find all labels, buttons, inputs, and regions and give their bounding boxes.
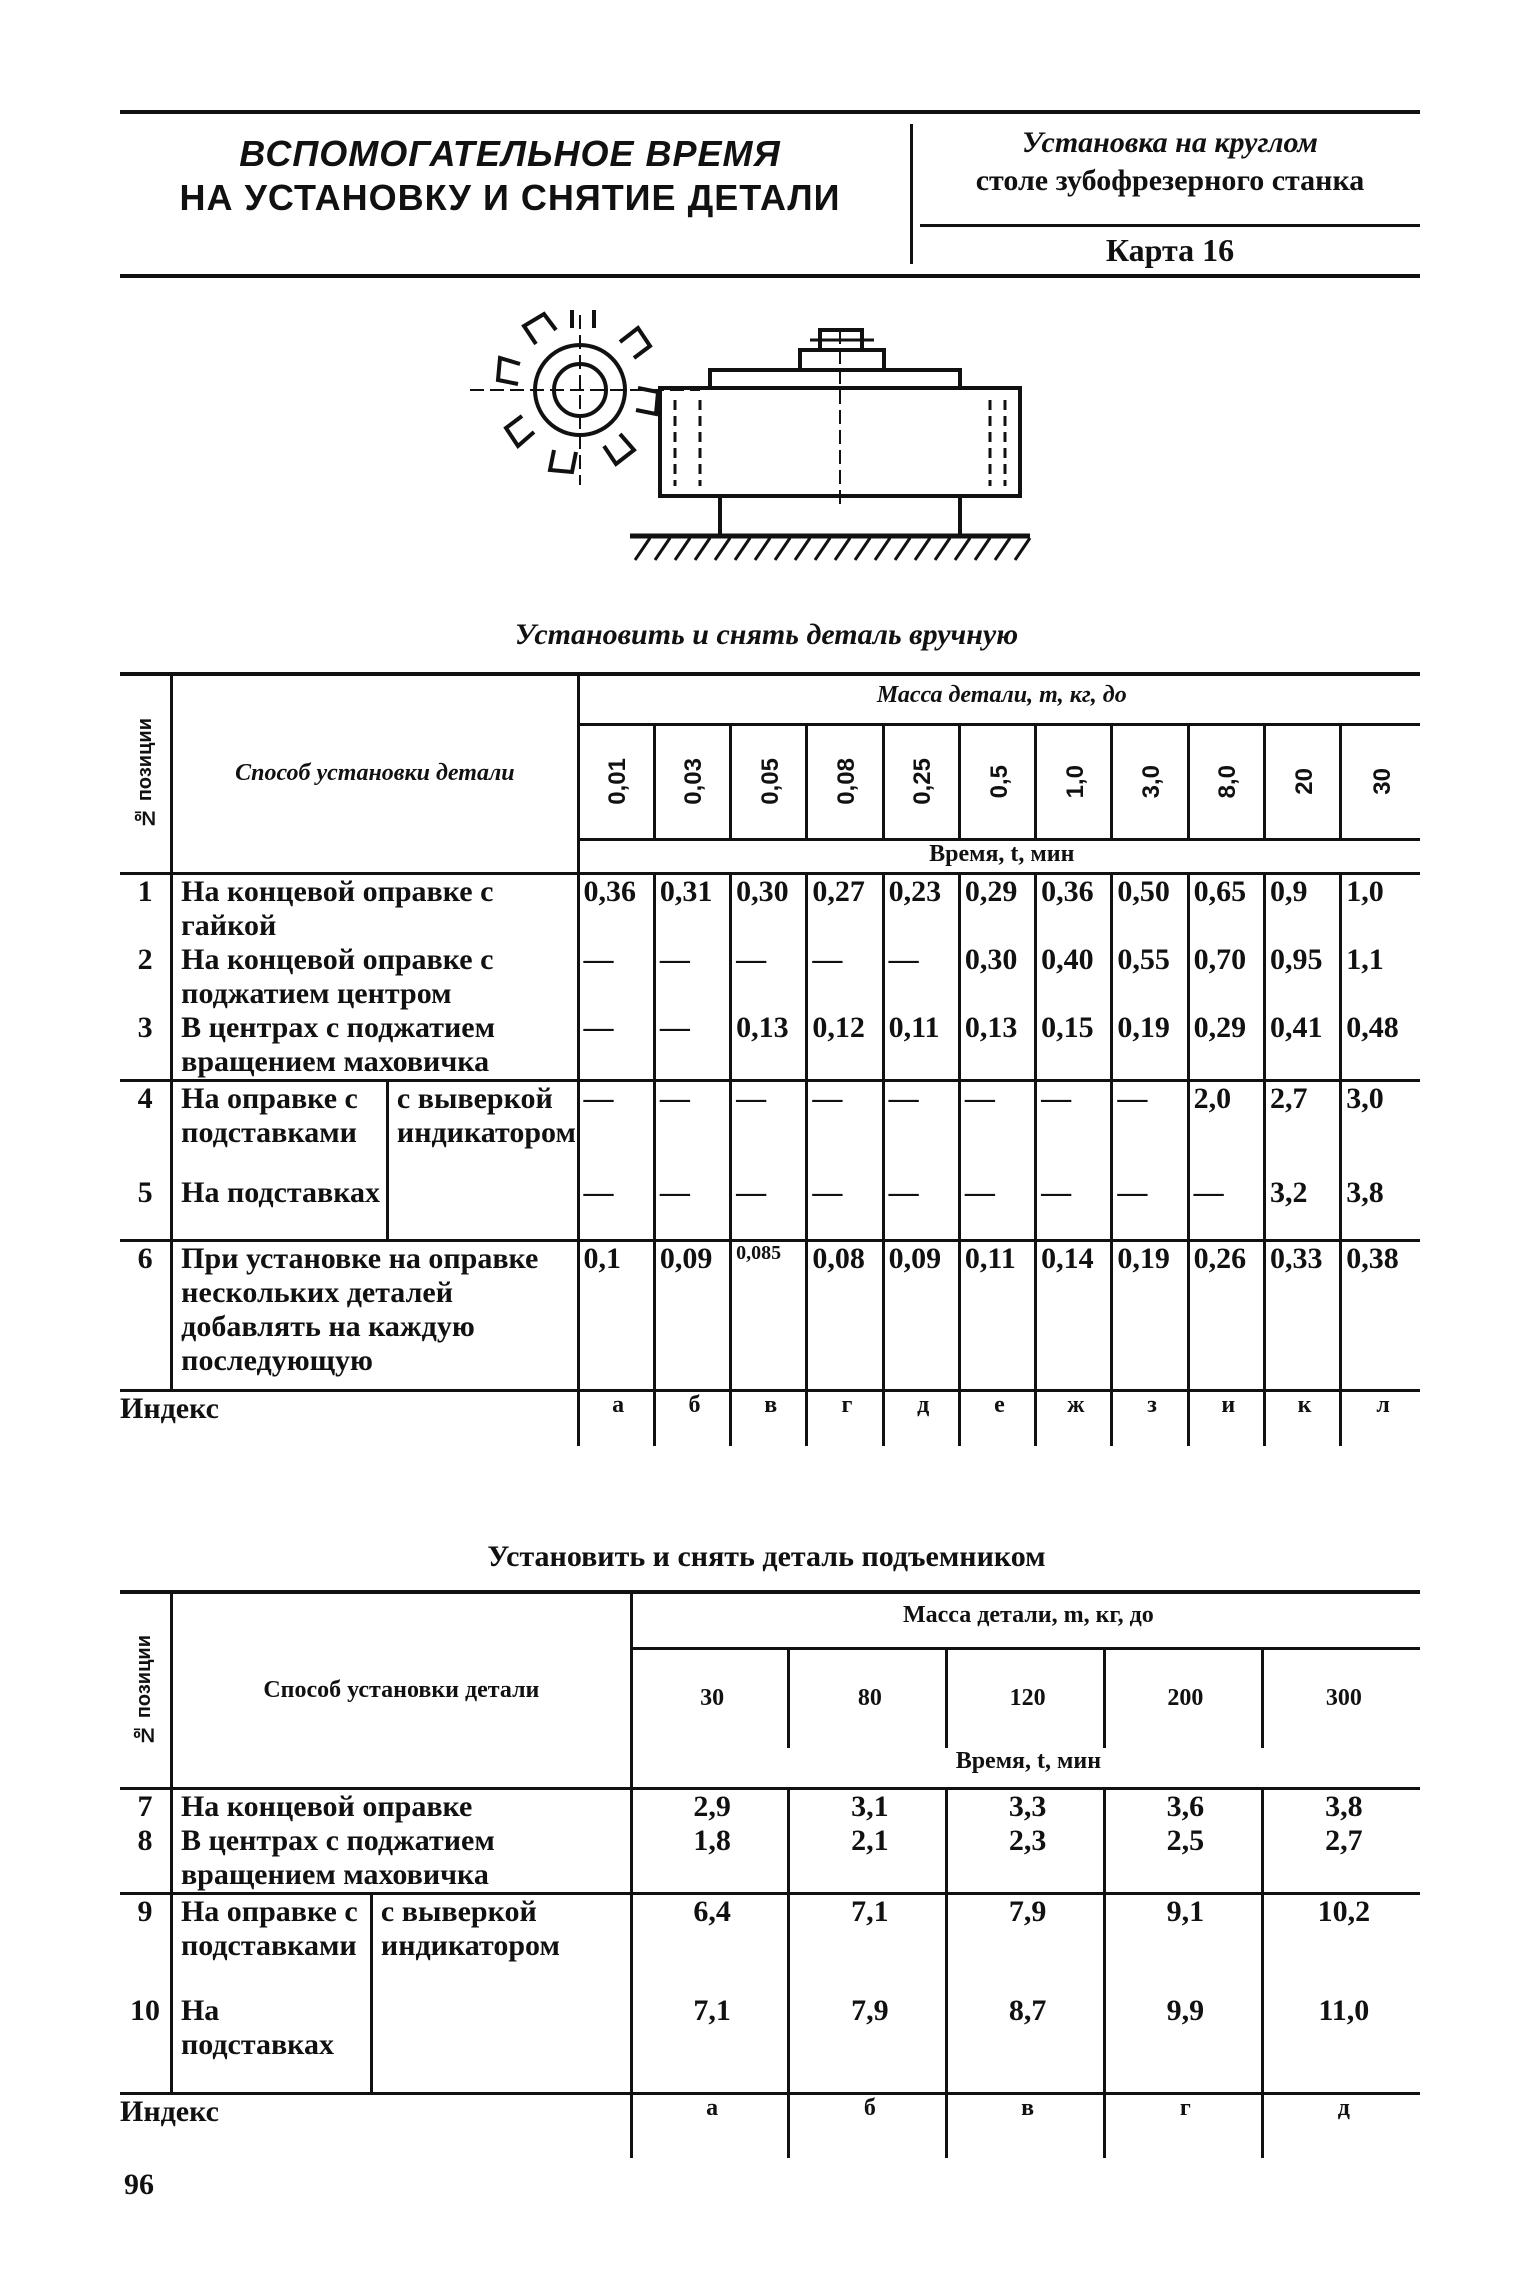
value-cell: 0,36 <box>578 873 654 943</box>
t1-pos-header: № позиции <box>133 718 156 830</box>
value-cell: 0,09 <box>654 1240 730 1390</box>
index-cell: а <box>631 2094 789 2158</box>
shared-method: с выверкой индикатором <box>380 1895 560 1962</box>
t1-mass-cell <box>654 724 730 839</box>
value-cell: 0,27 <box>807 873 883 943</box>
value-cell: — <box>654 943 730 1011</box>
value-cell: 0,12 <box>807 1011 883 1081</box>
t2-mass-value: 200 <box>1104 1648 1262 1748</box>
header-subtitle <box>920 124 1420 200</box>
table2 <box>120 1590 1420 2158</box>
value-cell: 1,1 <box>1341 943 1420 1011</box>
row-position: 2 <box>120 943 172 1011</box>
value-cell: 0,9 <box>1264 873 1340 943</box>
t1-mass-value: 0,05 <box>756 758 784 805</box>
value-cell: 7,1 <box>631 1994 789 2094</box>
value-cell: 2,7 <box>1262 1824 1420 1894</box>
value-cell: — <box>731 943 807 1011</box>
value-cell: 3,8 <box>1341 1176 1420 1240</box>
value-cell: 9,9 <box>1104 1994 1262 2094</box>
value-cell: 0,19 <box>1112 1011 1188 1081</box>
header <box>120 110 1420 278</box>
t2-method-header: Способ установки детали <box>171 1592 631 1788</box>
value-cell: 6,4 <box>631 1894 789 1994</box>
index-row <box>120 2094 1420 2158</box>
value-cell: — <box>731 1080 807 1176</box>
row-method: При установке на оправке нескольких деталей добавлять на каждую последующую <box>181 1241 539 1377</box>
table-row <box>120 873 1420 943</box>
index-cell: д <box>1262 2094 1420 2158</box>
t1-mass-value: 30 <box>1369 768 1397 795</box>
row-method: На подставках <box>172 1176 388 1240</box>
value-cell: — <box>1112 1080 1188 1176</box>
t1-mass-cell <box>807 724 883 839</box>
t1-mass-cell <box>959 724 1035 839</box>
t1-mass-cell <box>1036 724 1112 839</box>
value-cell: 0,085 <box>731 1240 807 1390</box>
value-cell: 0,11 <box>959 1240 1035 1390</box>
t1-mass-cell <box>883 724 959 839</box>
value-cell: 0,48 <box>1341 1011 1420 1081</box>
value-cell: 3,6 <box>1104 1788 1262 1824</box>
value-cell: 0,30 <box>959 943 1035 1011</box>
value-cell: — <box>1036 1176 1112 1240</box>
value-cell: 0,11 <box>883 1011 959 1081</box>
value-cell: — <box>578 1011 654 1081</box>
t1-mass-cell <box>1341 724 1420 839</box>
table2-title: Установить и снять деталь подъемником <box>487 1540 1046 1573</box>
t1-mass-value: 8,0 <box>1214 764 1242 799</box>
value-cell: 0,40 <box>1036 943 1112 1011</box>
row-method: На подставках <box>171 1994 371 2094</box>
value-cell: 0,36 <box>1036 873 1112 943</box>
value-cell: — <box>578 1176 654 1240</box>
index-cell: г <box>807 1390 883 1446</box>
index-cell: д <box>883 1390 959 1446</box>
card-divider <box>920 224 1420 227</box>
index-cell: л <box>1341 1390 1420 1446</box>
table-row <box>120 1080 1420 1176</box>
t1-mass-value: 0,01 <box>604 758 632 805</box>
t1-mass-value: 3,0 <box>1138 764 1166 799</box>
index-cell: ж <box>1036 1390 1112 1446</box>
value-cell: 7,9 <box>789 1994 947 2094</box>
index-label: Индекс <box>120 1391 219 1425</box>
header-divider <box>910 124 913 264</box>
value-cell: 0,23 <box>883 873 959 943</box>
index-row <box>120 1390 1420 1446</box>
value-cell: — <box>807 943 883 1011</box>
t1-mass-value: 0,08 <box>832 758 860 805</box>
shared-method: с выверкой индикатором <box>396 1081 576 1149</box>
t2-mass-value: 120 <box>947 1648 1105 1748</box>
value-cell: 2,1 <box>789 1824 947 1894</box>
t1-mass-value: 0,25 <box>909 758 937 805</box>
row-method: На оправке с подставками <box>171 1894 371 1994</box>
value-cell: 3,1 <box>789 1788 947 1824</box>
value-cell: — <box>807 1080 883 1176</box>
t1-mass-header: Масса детали, m, кг, до <box>578 674 1420 724</box>
row-position: 6 <box>120 1240 172 1390</box>
value-cell: 2,3 <box>947 1824 1105 1894</box>
value-cell: — <box>578 1080 654 1176</box>
table-row <box>120 1011 1420 1081</box>
value-cell: 8,7 <box>947 1994 1105 2094</box>
value-cell: 0,50 <box>1112 873 1188 943</box>
value-cell: 9,1 <box>1104 1894 1262 1994</box>
value-cell: — <box>883 943 959 1011</box>
row-position: 7 <box>120 1788 171 1824</box>
value-cell: 2,0 <box>1188 1080 1264 1176</box>
value-cell: 0,09 <box>883 1240 959 1390</box>
value-cell: 0,38 <box>1341 1240 1420 1390</box>
index-cell: е <box>959 1390 1035 1446</box>
table-row <box>120 1824 1420 1894</box>
index-cell: з <box>1112 1390 1188 1446</box>
index-label: Индекс <box>120 2095 219 2128</box>
t2-time-header: Время, t, мин <box>631 1748 1420 1788</box>
value-cell: 0,15 <box>1036 1011 1112 1081</box>
row-position: 1 <box>120 873 172 943</box>
row-position: 8 <box>120 1824 171 1894</box>
row-method: На концевой оправке с гайкой <box>181 874 494 942</box>
value-cell: 0,95 <box>1264 943 1340 1011</box>
row-position: 4 <box>120 1080 172 1176</box>
t1-mass-cell <box>1264 724 1340 839</box>
row-position: 9 <box>120 1894 171 1994</box>
header-title <box>120 132 900 220</box>
value-cell: 0,55 <box>1112 943 1188 1011</box>
t1-mass-value: 0,03 <box>680 758 708 805</box>
t1-mass-value: 1,0 <box>1061 764 1089 799</box>
row-position: 5 <box>120 1176 172 1240</box>
value-cell: 0,26 <box>1188 1240 1264 1390</box>
index-cell: а <box>578 1390 654 1446</box>
value-cell: 0,70 <box>1188 943 1264 1011</box>
index-cell: г <box>1104 2094 1262 2158</box>
table-row <box>120 1994 1420 2094</box>
table-row <box>120 1176 1420 1240</box>
index-cell: б <box>654 1390 730 1446</box>
row-method: На концевой оправке с поджатием центром <box>181 942 494 1010</box>
t1-time-header: Время, t, мин <box>578 839 1420 873</box>
t2-mass-header: Масса детали, m, кг, до <box>631 1592 1420 1648</box>
value-cell: 0,29 <box>959 873 1035 943</box>
value-cell: 7,9 <box>947 1894 1105 1994</box>
value-cell: — <box>654 1080 730 1176</box>
t2-mass-value: 80 <box>789 1648 947 1748</box>
t2-mass-value: 300 <box>1262 1648 1420 1748</box>
value-cell: 7,1 <box>789 1894 947 1994</box>
value-cell: — <box>654 1176 730 1240</box>
value-cell: — <box>578 943 654 1011</box>
t1-mass-cell <box>1112 724 1188 839</box>
t2-mass-value: 30 <box>631 1648 789 1748</box>
value-cell: 0,29 <box>1188 1011 1264 1081</box>
value-cell: 3,8 <box>1262 1788 1420 1824</box>
value-cell: 2,9 <box>631 1788 789 1824</box>
value-cell: 11,0 <box>1262 1994 1420 2094</box>
value-cell: 3,0 <box>1341 1080 1420 1176</box>
value-cell: — <box>731 1176 807 1240</box>
value-cell: 0,1 <box>578 1240 654 1390</box>
setup-diagram <box>470 310 1070 570</box>
value-cell: 2,7 <box>1264 1080 1340 1176</box>
value-cell: 0,41 <box>1264 1011 1340 1081</box>
t1-method-header: Способ установки детали <box>172 674 578 873</box>
index-cell: б <box>789 2094 947 2158</box>
table-row <box>120 1240 1420 1390</box>
index-cell: в <box>731 1390 807 1446</box>
page-number: 96 <box>124 2168 154 2201</box>
card-number: Карта 16 <box>1105 232 1235 268</box>
title-line2: НА УСТАНОВКУ И СНЯТИЕ ДЕТАЛИ <box>179 177 841 218</box>
table-row <box>120 943 1420 1011</box>
subtitle-line2: столе зубофрезерного станка <box>975 164 1365 197</box>
t1-mass-cell <box>731 724 807 839</box>
value-cell: — <box>883 1176 959 1240</box>
value-cell: 1,0 <box>1341 873 1420 943</box>
value-cell: 10,2 <box>1262 1894 1420 1994</box>
t1-mass-cell <box>1188 724 1264 839</box>
value-cell: 0,13 <box>731 1011 807 1081</box>
table1 <box>120 672 1420 1446</box>
value-cell: 3,3 <box>947 1788 1105 1824</box>
value-cell: 0,19 <box>1112 1240 1188 1390</box>
value-cell: — <box>1188 1176 1264 1240</box>
value-cell: — <box>807 1176 883 1240</box>
value-cell: 0,14 <box>1036 1240 1112 1390</box>
value-cell: 3,2 <box>1264 1176 1340 1240</box>
table-row <box>120 1894 1420 1994</box>
subtitle-line1: Установка на круглом <box>1022 126 1318 159</box>
value-cell: — <box>1036 1080 1112 1176</box>
t1-mass-value: 0,5 <box>985 764 1013 799</box>
value-cell: 0,08 <box>807 1240 883 1390</box>
value-cell: — <box>959 1176 1035 1240</box>
value-cell: 0,30 <box>731 873 807 943</box>
row-method: На оправке с подставками <box>172 1080 388 1176</box>
value-cell: — <box>654 1011 730 1081</box>
row-method: В центрах с поджатием вращением маховичка <box>180 1824 495 1891</box>
value-cell: 1,8 <box>631 1824 789 1894</box>
t2-pos-header: № позиции <box>133 1634 156 1746</box>
index-cell: и <box>1188 1390 1264 1446</box>
value-cell: 0,33 <box>1264 1240 1340 1390</box>
value-cell: — <box>1112 1176 1188 1240</box>
row-position: 3 <box>120 1011 172 1081</box>
row-position: 10 <box>120 1994 171 2094</box>
t1-mass-value: 20 <box>1290 768 1318 795</box>
t1-mass-cell <box>578 724 654 839</box>
hob-cutter-icon <box>470 310 700 485</box>
value-cell: 2,5 <box>1104 1824 1262 1894</box>
row-method: На концевой оправке <box>180 1789 473 1823</box>
row-method: В центрах с поджатием вращением маховичка <box>181 1010 496 1078</box>
table-row <box>120 1788 1420 1824</box>
value-cell: 0,65 <box>1188 873 1264 943</box>
title-line1: ВСПОМОГАТЕЛЬНОЕ ВРЕМЯ <box>239 133 781 174</box>
value-cell: 0,13 <box>959 1011 1035 1081</box>
index-cell: к <box>1264 1390 1340 1446</box>
index-cell: в <box>947 2094 1105 2158</box>
value-cell: — <box>883 1080 959 1176</box>
value-cell: 0,31 <box>654 873 730 943</box>
table1-title: Установить и снять деталь вручную <box>514 618 1019 651</box>
value-cell: — <box>959 1080 1035 1176</box>
